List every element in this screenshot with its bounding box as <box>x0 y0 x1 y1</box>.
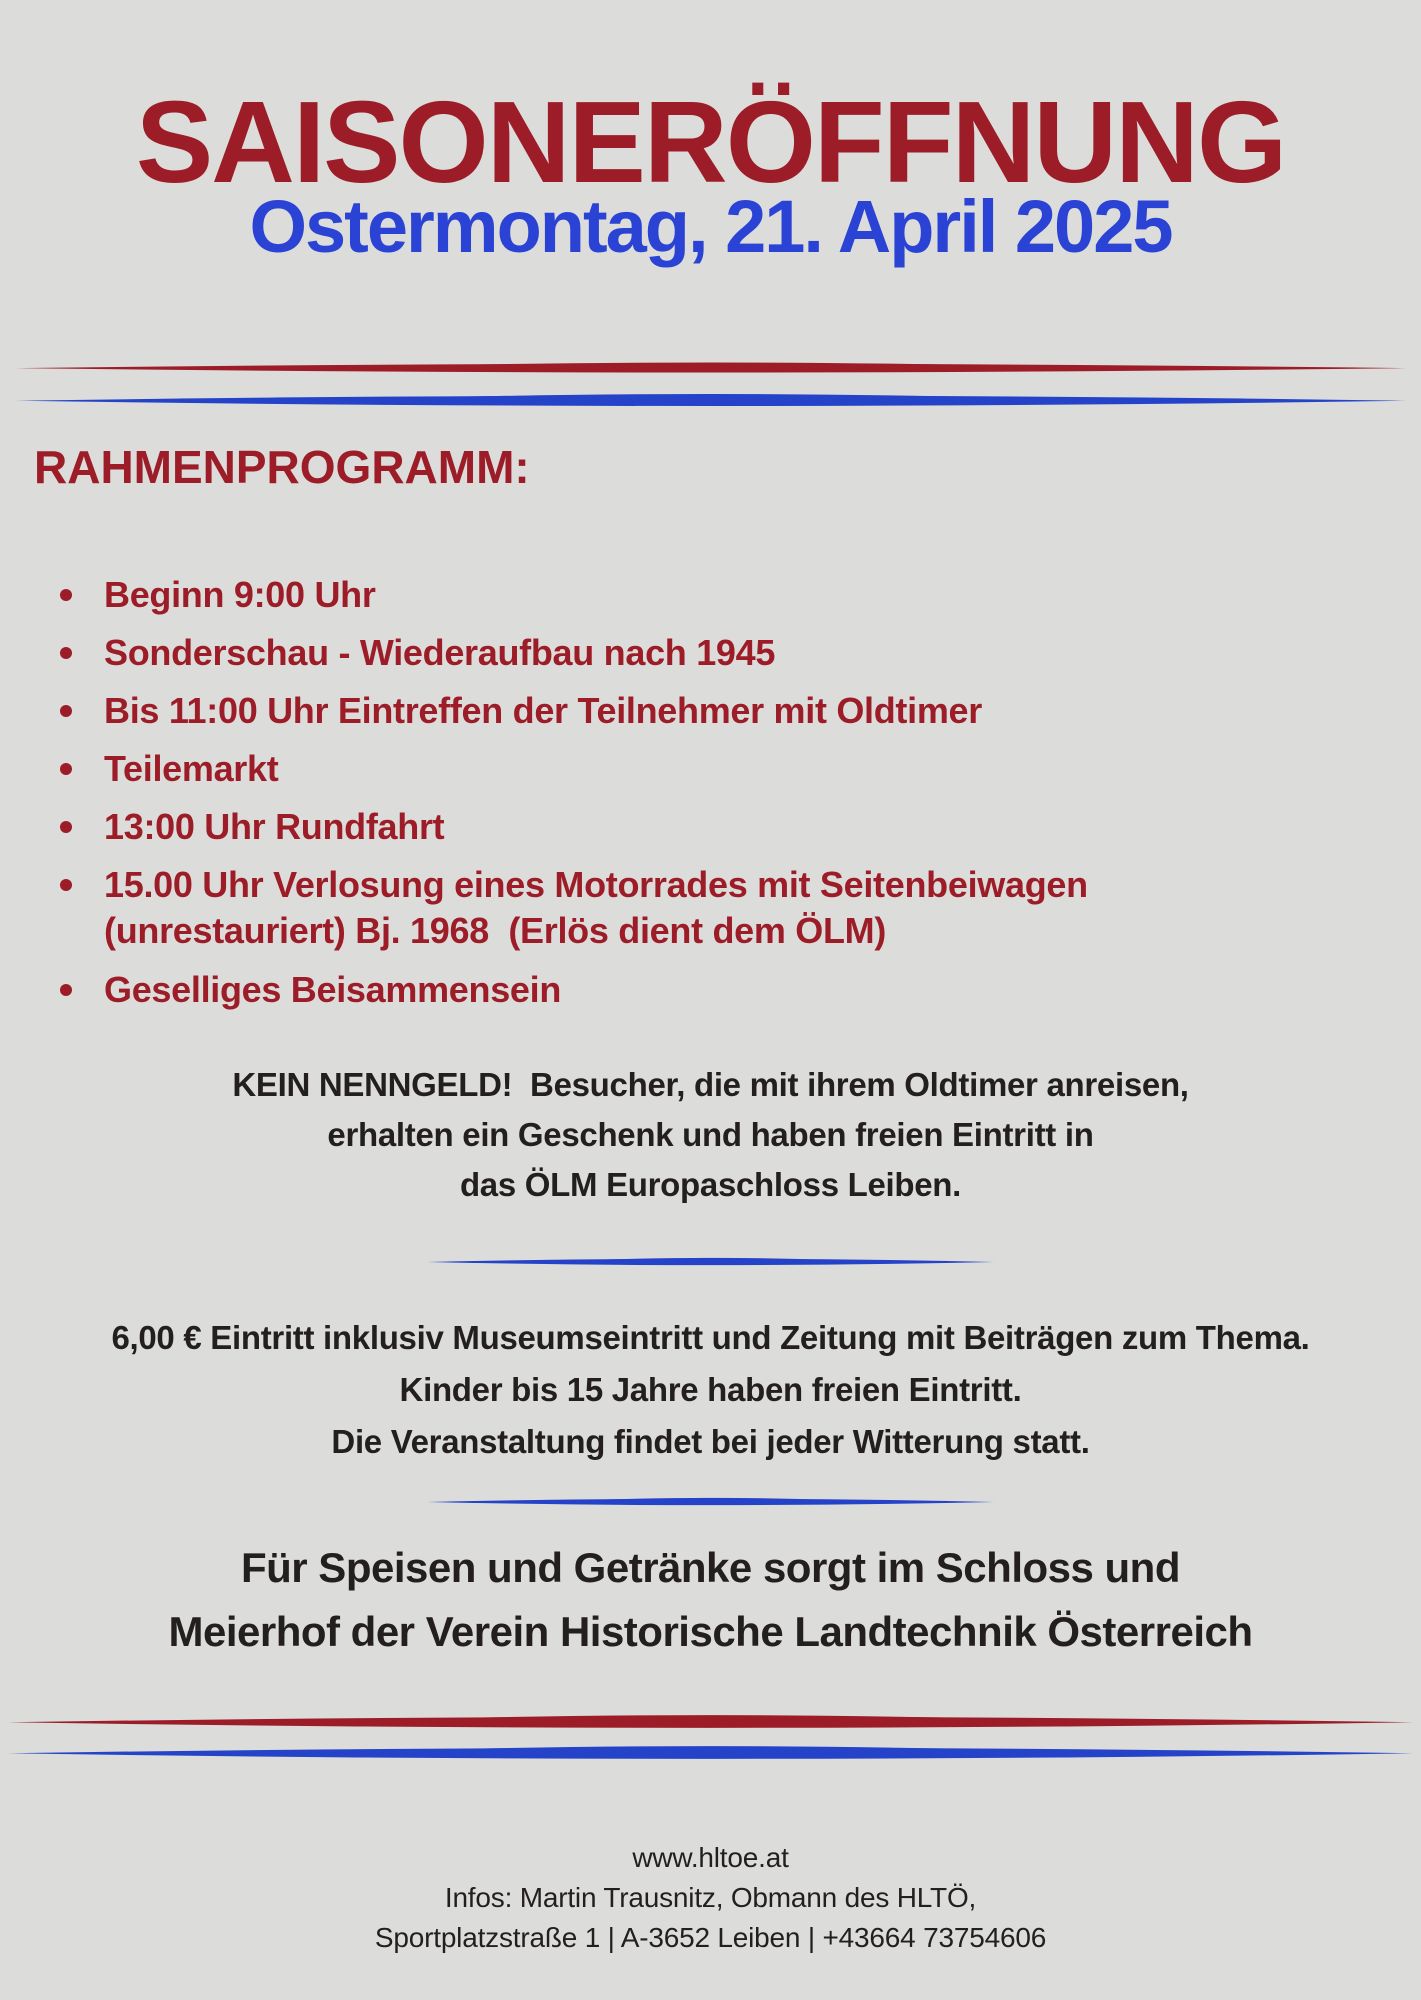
program-item-text: 15.00 Uhr Verlosung eines Motorrades mit Seitenbeiwagen (unrestauriert) Bj. 1968 (Erlös dient dem ÖLM) <box>104 864 1098 952</box>
divider-line-blue-middle <box>427 1256 994 1267</box>
bullet-icon <box>60 647 72 659</box>
contact-footer <box>0 1838 1421 1958</box>
bullet-icon <box>60 821 72 833</box>
website-url: www.hltoe.at <box>632 1842 789 1873</box>
program-item-text: Geselliges Beisammensein <box>104 968 562 1010</box>
bullet-icon <box>60 705 72 717</box>
contact-address: Sportplatzstraße 1 | A-3652 Leiben | +43664 73754606 <box>374 1922 1047 1953</box>
notice-line: KEIN NENNGELD! Besucher, die mit ihrem Oldtimer anreisen, <box>232 1066 1189 1103</box>
list-item <box>58 804 1308 850</box>
program-heading: RAHMENPROGRAMM: <box>34 441 530 493</box>
notice-line: erhalten ein Geschenk und haben freien Eintritt in <box>327 1116 1094 1153</box>
notice-line: das ÖLM Europaschloss Leiben. <box>459 1166 962 1203</box>
catering-line: Für Speisen und Getränke sorgt im Schloss und <box>240 1544 1180 1591</box>
catering-line: Meierhof der Verein Historische Landtechnik Österreich <box>168 1608 1253 1655</box>
bullet-icon <box>60 879 72 891</box>
bullet-icon <box>60 984 72 996</box>
admission-info <box>0 1312 1421 1468</box>
event-date-subtitle: Ostermontag, 21. April 2025 <box>249 185 1172 268</box>
admission-line: 6,00 € Eintritt inklusiv Museumseintritt und Zeitung mit Beiträgen zum Thema. <box>111 1319 1310 1356</box>
contact-person: Infos: Martin Trausnitz, Obmann des HLTÖ, <box>444 1882 977 1913</box>
catering-info <box>0 1536 1421 1664</box>
program-item-text: Beginn 9:00 Uhr <box>104 574 376 615</box>
divider-line-blue-bottom <box>8 1743 1413 1762</box>
divider-line-blue-top <box>16 391 1406 409</box>
list-item <box>58 688 1308 734</box>
admission-line: Kinder bis 15 Jahre haben freien Eintritt. <box>399 1371 1022 1408</box>
list-item <box>58 862 1308 954</box>
list-item <box>58 630 1308 676</box>
program-item-text: Sonderschau - Wiederaufbau nach 1945 <box>104 632 776 674</box>
program-item-text: Bis 11:00 Uhr Eintreffen der Teilnehmer mit Oldtimer <box>104 690 982 732</box>
bullet-icon <box>60 763 72 775</box>
list-item <box>58 572 1308 618</box>
divider-line-red-top <box>16 360 1406 375</box>
bullet-icon <box>60 589 72 601</box>
divider-line-blue-middle <box>427 1496 994 1507</box>
admission-line: Die Veranstaltung findet bei jeder Witterung statt. <box>331 1423 1090 1460</box>
list-item <box>58 746 1308 792</box>
program-item-text: Teilemarkt <box>104 748 279 790</box>
divider-line-red-bottom <box>8 1712 1413 1731</box>
program-item-text: 13:00 Uhr Rundfahrt <box>104 806 445 848</box>
program-list <box>58 572 1308 1025</box>
poster-title: SAISONERÖFFNUNG <box>135 77 1286 207</box>
list-item <box>58 967 1308 1013</box>
no-entry-fee-notice <box>0 1060 1421 1210</box>
